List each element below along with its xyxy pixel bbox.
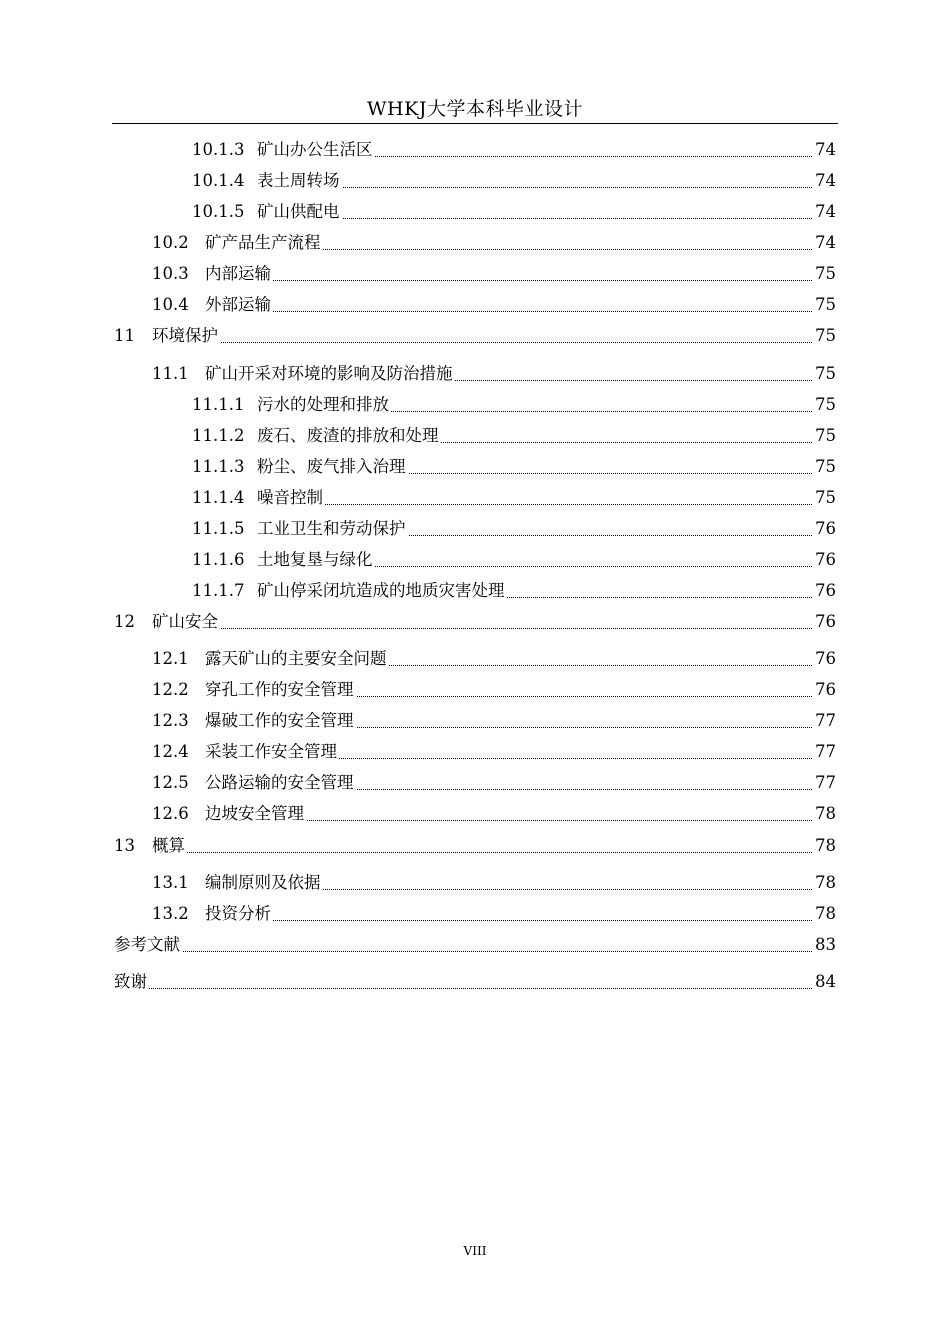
- toc-entry[interactable]: [0, 870, 950, 894]
- toc-entry[interactable]: [0, 261, 950, 285]
- toc-entry-number: 12.6: [152, 804, 189, 823]
- toc-entry[interactable]: [0, 361, 950, 385]
- toc-entry[interactable]: [0, 969, 950, 993]
- toc-entry-title: 投资分析: [205, 904, 271, 923]
- toc-entry-page: 76: [815, 612, 836, 631]
- toc-entry-page: 76: [815, 581, 836, 600]
- toc-entry-number: 12.4: [152, 742, 189, 761]
- toc-entry[interactable]: [0, 646, 950, 670]
- toc-entry-title: 编制原则及依据: [205, 873, 321, 892]
- toc-entry-page: 74: [815, 140, 836, 159]
- toc-entry-number: 13.2: [152, 904, 189, 923]
- toc-entry-title: 参考文献: [114, 935, 180, 954]
- toc-entry[interactable]: [0, 454, 950, 478]
- toc-dot-leader: [152, 628, 812, 629]
- toc-entry-title: 土地复垦与绿化: [257, 550, 373, 569]
- toc-entry-number: 11.1.4: [192, 488, 245, 507]
- toc-entry[interactable]: [0, 516, 950, 540]
- toc-entry-page: 84: [815, 972, 836, 991]
- toc-entry[interactable]: [0, 323, 950, 347]
- toc-dot-leader: [257, 504, 812, 505]
- toc-entry-title: 噪音控制: [257, 488, 323, 507]
- toc-entry-page: 77: [815, 773, 836, 792]
- toc-entry[interactable]: [0, 708, 950, 732]
- toc-entry[interactable]: [0, 901, 950, 925]
- toc-entry-page: 74: [815, 233, 836, 252]
- toc-entry-number: 11: [114, 326, 135, 345]
- toc-entry[interactable]: [0, 199, 950, 223]
- toc-entry-number: 10.4: [152, 295, 189, 314]
- toc-entry-page: 83: [815, 935, 836, 954]
- toc-entry[interactable]: [0, 932, 950, 956]
- toc-entry-page: 75: [815, 488, 836, 507]
- toc-entry-page: 75: [815, 326, 836, 345]
- toc-entry-page: 77: [815, 742, 836, 761]
- toc-entry-number: 10.1.5: [192, 202, 245, 221]
- toc-entry[interactable]: [0, 547, 950, 571]
- toc-entry-page: 77: [815, 711, 836, 730]
- page-header-title: WHKJ大学本科毕业设计: [367, 98, 583, 120]
- toc-entry-number: 11.1.5: [192, 519, 245, 538]
- toc-entry[interactable]: [0, 677, 950, 701]
- toc-entry-page: 76: [815, 550, 836, 569]
- toc-entry[interactable]: [0, 578, 950, 602]
- toc-entry-number: 13: [114, 836, 135, 855]
- toc-entry-page: 74: [815, 202, 836, 221]
- toc-entry-title: 概算: [152, 836, 185, 855]
- toc-entry-title: 矿山停采闭坑造成的地质灾害处理: [257, 581, 505, 600]
- toc-entry-number: 12.3: [152, 711, 189, 730]
- toc-entry-number: 12: [114, 612, 135, 631]
- toc-entry-page: 76: [815, 649, 836, 668]
- toc-entry-page: 75: [815, 264, 836, 283]
- toc-entry[interactable]: [0, 292, 950, 316]
- toc-entry-page: 76: [815, 519, 836, 538]
- toc-entry-title: 废石、废渣的排放和处理: [257, 426, 439, 445]
- toc-entry-title: 矿山开采对环境的影响及防治措施: [205, 364, 453, 383]
- toc-dot-leader: [114, 988, 812, 989]
- toc-entry-title: 表土周转场: [257, 171, 340, 190]
- toc-entry-title: 爆破工作的安全管理: [205, 711, 354, 730]
- toc-entry-number: 10.1.3: [192, 140, 245, 159]
- toc-entry[interactable]: [0, 739, 950, 763]
- toc-dot-leader: [205, 311, 812, 312]
- toc-entry-title: 矿山办公生活区: [257, 140, 373, 159]
- toc-entry-page: 75: [815, 364, 836, 383]
- toc-entry[interactable]: [0, 609, 950, 633]
- toc-entry-page: 78: [815, 804, 836, 823]
- toc-entry-page: 75: [815, 395, 836, 414]
- toc-entry-number: 11.1.1: [192, 395, 245, 414]
- toc-entry-number: 12.5: [152, 773, 189, 792]
- toc-entry-title: 矿产品生产流程: [205, 233, 321, 252]
- toc-entry-title: 工业卫生和劳动保护: [257, 519, 406, 538]
- toc-entry[interactable]: [0, 833, 950, 857]
- toc-entry[interactable]: [0, 423, 950, 447]
- toc-entry-number: 11.1.6: [192, 550, 245, 569]
- toc-entry[interactable]: [0, 801, 950, 825]
- toc-entry-page: 75: [815, 295, 836, 314]
- toc-entry-number: 11.1.3: [192, 457, 245, 476]
- toc-entry-number: 10.1.4: [192, 171, 245, 190]
- toc-dot-leader: [152, 852, 812, 853]
- toc-entry[interactable]: [0, 392, 950, 416]
- toc-entry-title: 公路运输的安全管理: [205, 773, 354, 792]
- toc-entry-number: 10.2: [152, 233, 189, 252]
- toc-entry[interactable]: [0, 137, 950, 161]
- toc-entry[interactable]: [0, 168, 950, 192]
- toc-dot-leader: [152, 342, 812, 343]
- toc-dot-leader: [114, 951, 812, 952]
- toc-entry-title: 露天矿山的主要安全问题: [205, 649, 387, 668]
- toc-entry-number: 12.2: [152, 680, 189, 699]
- toc-entry-title: 环境保护: [152, 326, 218, 345]
- toc-entry-page: 74: [815, 171, 836, 190]
- toc-dot-leader: [205, 920, 812, 921]
- toc-entry[interactable]: [0, 230, 950, 254]
- toc-entry-title: 穿孔工作的安全管理: [205, 680, 354, 699]
- toc-entry-number: 11.1: [152, 364, 189, 383]
- toc-entry-title: 边坡安全管理: [205, 804, 304, 823]
- page-number: VIII: [463, 1244, 487, 1258]
- toc-entry-title: 污水的处理和排放: [257, 395, 389, 414]
- toc-entry-title: 采装工作安全管理: [205, 742, 337, 761]
- toc-entry[interactable]: [0, 485, 950, 509]
- toc-entry-title: 致谢: [114, 972, 147, 991]
- toc-entry-number: 11.1.7: [192, 581, 245, 600]
- toc-entry-title: 粉尘、废气排入治理: [257, 457, 406, 476]
- toc-entry-number: 11.1.2: [192, 426, 245, 445]
- toc-entry[interactable]: [0, 770, 950, 794]
- toc-entry-number: 13.1: [152, 873, 189, 892]
- toc-entry-number: 12.1: [152, 649, 189, 668]
- toc-entry-title: 矿山安全: [152, 612, 218, 631]
- toc-entry-number: 10.3: [152, 264, 189, 283]
- toc-entry-title: 内部运输: [205, 264, 271, 283]
- toc-entry-title: 外部运输: [205, 295, 271, 314]
- toc-dot-leader: [205, 280, 812, 281]
- toc-entry-page: 78: [815, 904, 836, 923]
- toc-entry-page: 78: [815, 873, 836, 892]
- toc-entry-page: 75: [815, 457, 836, 476]
- toc-entry-page: 75: [815, 426, 836, 445]
- toc-entry-title: 矿山供配电: [257, 202, 340, 221]
- toc-entry-page: 76: [815, 680, 836, 699]
- toc-entry-page: 78: [815, 836, 836, 855]
